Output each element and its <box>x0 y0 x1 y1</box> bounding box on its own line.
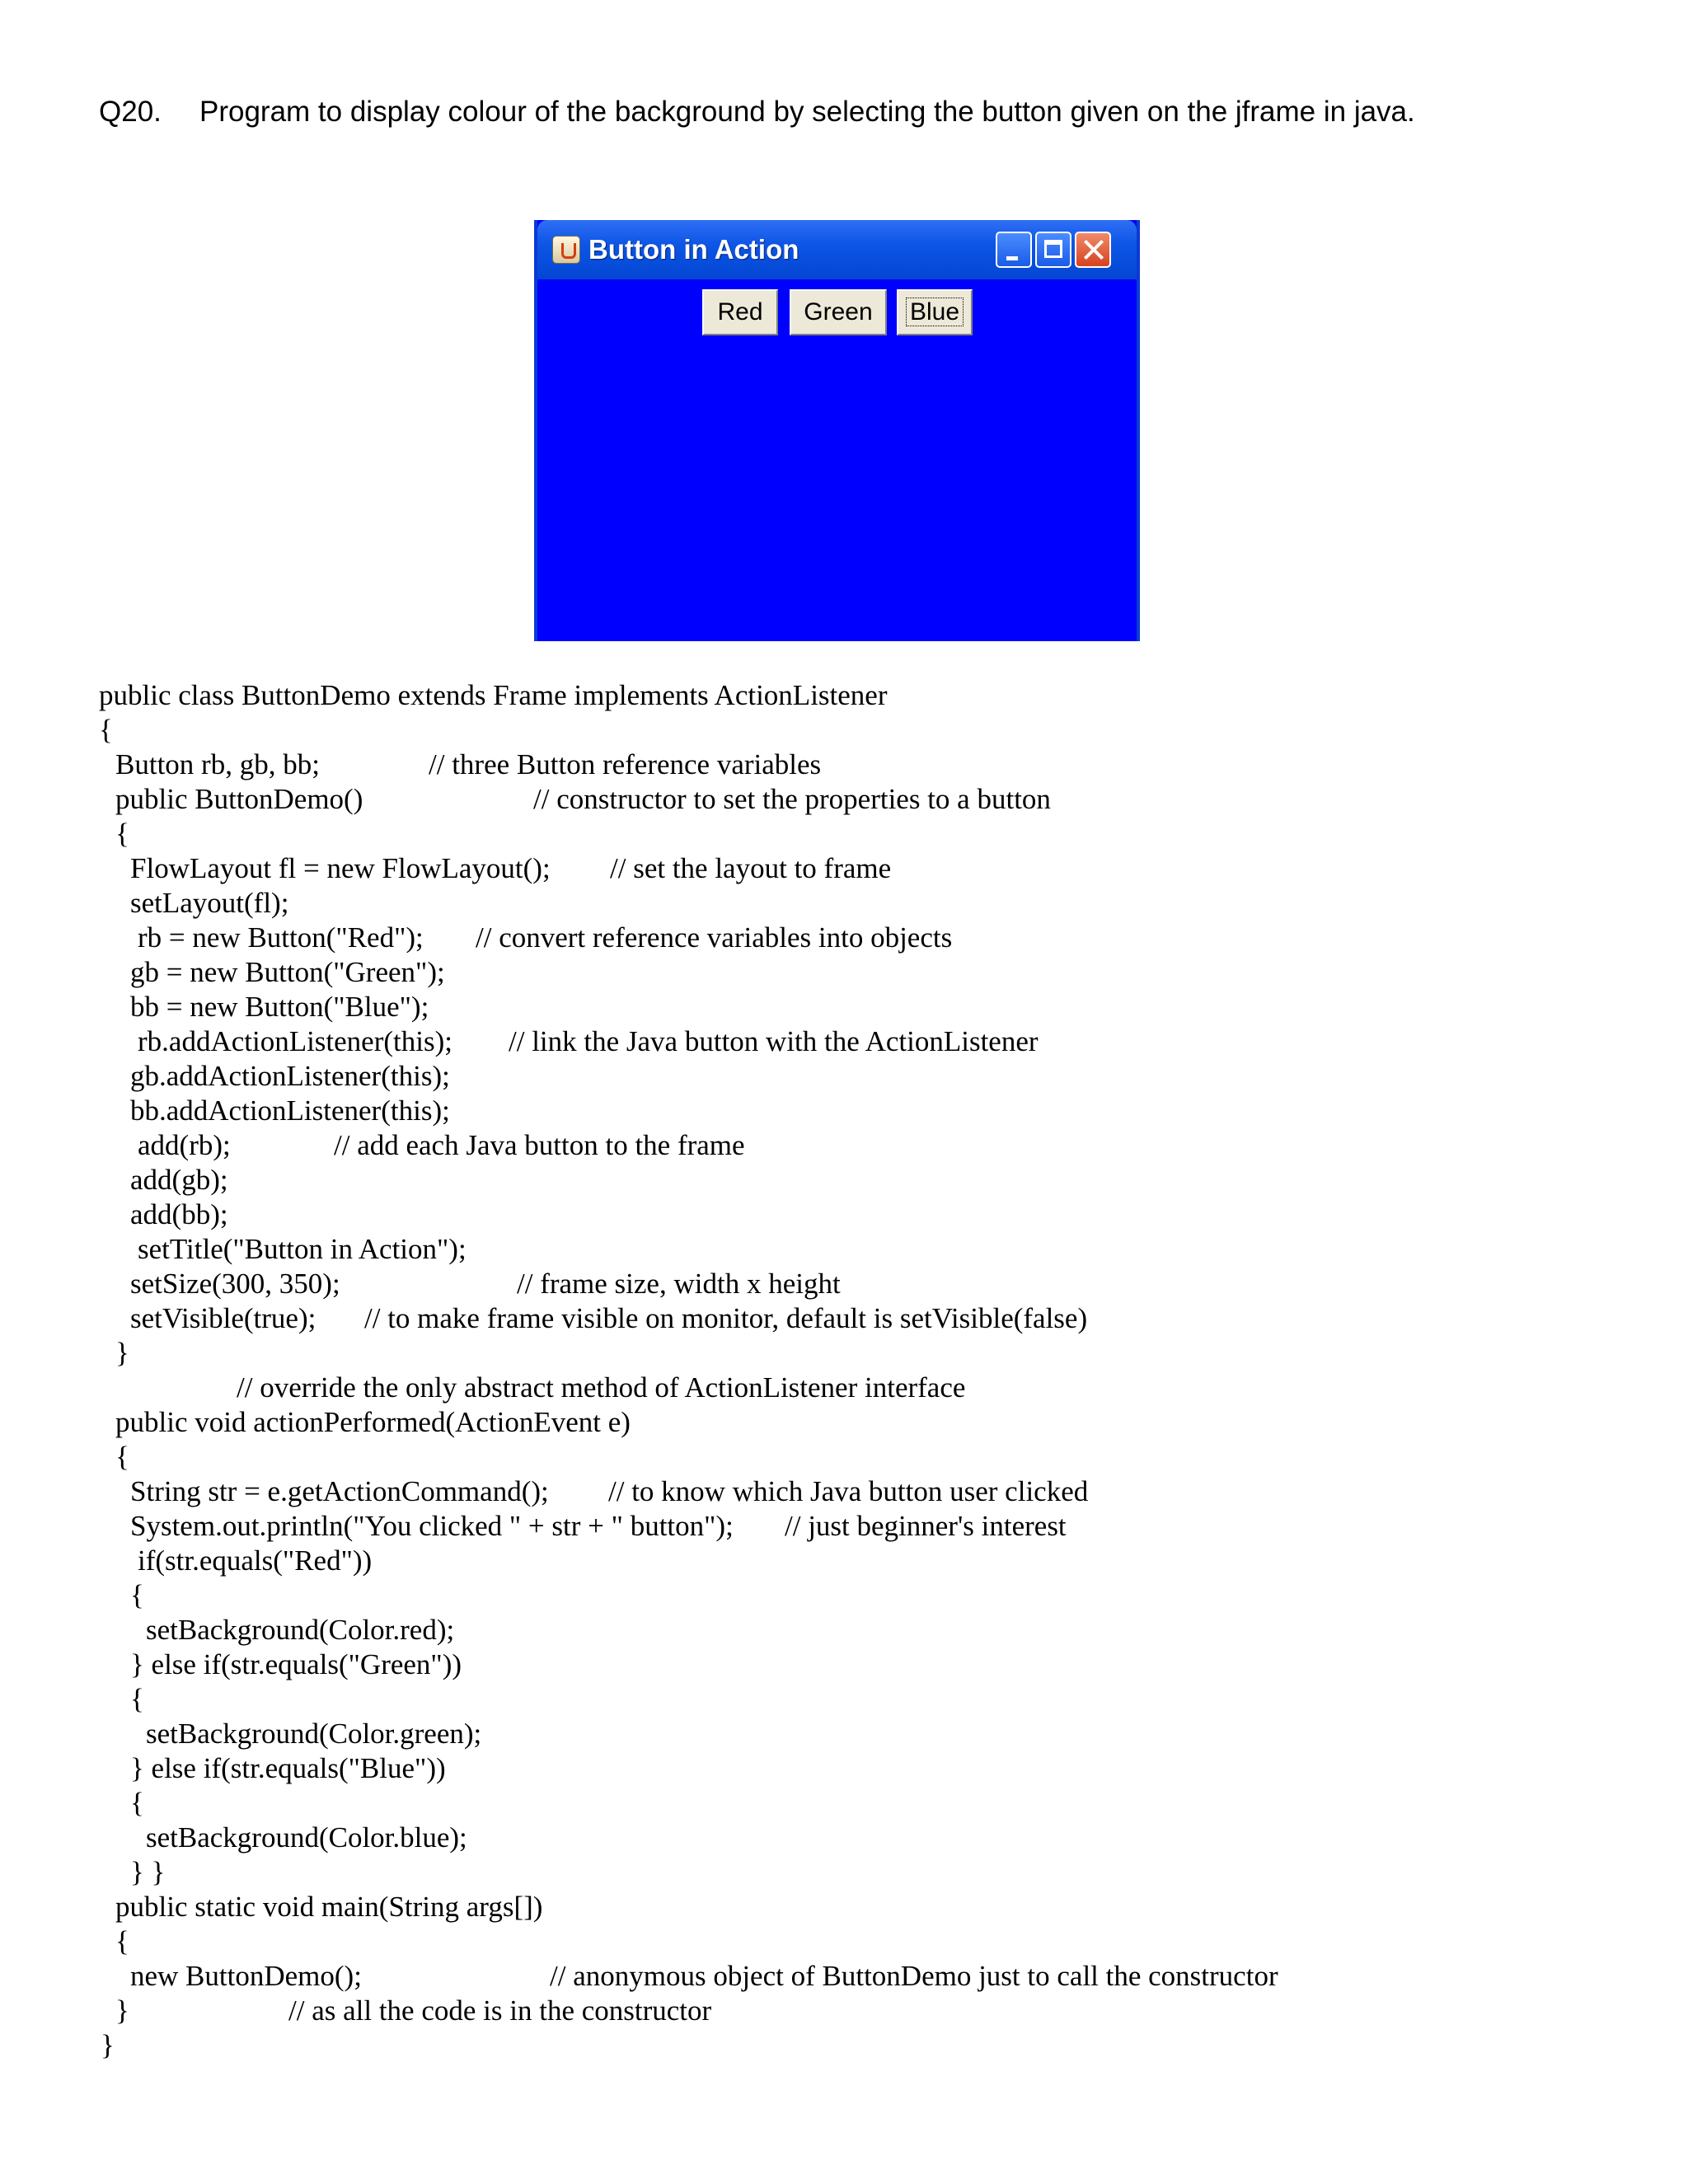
code-comment: // to know which Java button user clicked <box>608 1475 1089 1507</box>
code-line: gb = new Button("Green"); <box>130 956 445 988</box>
code-line: { <box>115 1925 129 1957</box>
code-line: String str = e.getActionCommand(); <box>130 1475 549 1507</box>
code-line: } <box>101 2029 115 2061</box>
code-line: public class ButtonDemo extends Frame implements ActionListener <box>99 679 888 711</box>
code-line: bb.addActionListener(this); <box>130 1094 450 1127</box>
code-line: rb = new Button("Red"); <box>138 921 424 954</box>
code-line: setSize(300, 350); <box>130 1268 340 1300</box>
code-line: rb.addActionListener(this); <box>138 1025 452 1057</box>
code-comment: // just beginner's interest <box>785 1510 1067 1542</box>
code-comment: // link the Java button with the ActionListener <box>509 1025 1039 1057</box>
code-line: public void actionPerformed(ActionEvent e) <box>115 1406 631 1438</box>
close-icon[interactable] <box>1075 232 1111 268</box>
code-comment: // as all the code is in the constructor <box>288 1994 712 2027</box>
java-icon <box>552 236 580 264</box>
code-line: public static void main(String args[]) <box>115 1891 543 1923</box>
code-line: System.out.println("You clicked " + str + " button"); <box>130 1510 734 1542</box>
code-line: { <box>115 818 129 850</box>
code-line: { <box>115 1441 129 1473</box>
code-comment: // to make frame visible on monitor, default is setVisible(false) <box>364 1302 1088 1334</box>
question-heading <box>99 96 1415 129</box>
code-comment: // constructor to set the properties to a button <box>533 783 1051 815</box>
code-line: { <box>130 1787 144 1819</box>
code-line: { <box>130 1579 144 1611</box>
code-line: setVisible(true); <box>130 1302 316 1334</box>
code-line: } } <box>130 1856 166 1888</box>
green-button[interactable]: Green <box>790 289 887 335</box>
code-comment: // three Button reference variables <box>429 748 822 780</box>
red-button[interactable]: Red <box>702 289 778 335</box>
blue-button[interactable] <box>897 289 973 335</box>
code-line: } <box>115 1337 129 1369</box>
code-line: setTitle("Button in Action"); <box>138 1233 467 1265</box>
window-title: Button in Action <box>588 234 799 265</box>
code-line: setLayout(fl); <box>130 887 289 919</box>
maximize-icon[interactable] <box>1035 232 1071 268</box>
code-line: } else if(str.equals("Green")) <box>130 1648 462 1680</box>
code-comment: // convert reference variables into objects <box>476 921 953 954</box>
blue-button-label: Blue <box>906 298 964 326</box>
code-line: add(bb); <box>130 1198 228 1230</box>
code-comment: // anonymous object of ButtonDemo just to call the constructor <box>550 1960 1278 1992</box>
code-line: if(str.equals("Red")) <box>138 1544 373 1577</box>
code-line: Button rb, gb, bb; <box>115 748 320 780</box>
code-line: setBackground(Color.blue); <box>146 1821 467 1854</box>
minimize-icon[interactable] <box>996 232 1032 268</box>
code-line: } else if(str.equals("Blue")) <box>130 1752 446 1784</box>
code-comment: // add each Java button to the frame <box>334 1129 745 1161</box>
question-text: Program to display colour of the background by selecting the button given on the jframe in java. <box>199 96 1415 128</box>
code-line: add(gb); <box>130 1164 228 1196</box>
code-comment: // set the layout to frame <box>610 852 892 884</box>
code-line: setBackground(Color.red); <box>146 1614 455 1646</box>
java-window-screenshot <box>534 220 1140 641</box>
code-comment: // frame size, width x height <box>517 1268 841 1300</box>
code-line: FlowLayout fl = new FlowLayout(); <box>130 852 551 884</box>
code-line: } <box>115 1994 129 2027</box>
question-number: Q20. <box>99 96 162 128</box>
window-title-bar <box>537 220 1137 279</box>
code-line: { <box>99 714 113 746</box>
code-line: add(rb); <box>138 1129 231 1161</box>
code-line: gb.addActionListener(this); <box>130 1060 450 1092</box>
code-line: bb = new Button("Blue"); <box>130 991 429 1023</box>
code-line: { <box>130 1683 144 1715</box>
code-line: public ButtonDemo() <box>115 783 363 815</box>
code-comment: // override the only abstract method of ActionListener interface <box>237 1371 966 1404</box>
code-line: setBackground(Color.green); <box>146 1718 482 1750</box>
code-line: new ButtonDemo(); <box>130 1960 362 1992</box>
